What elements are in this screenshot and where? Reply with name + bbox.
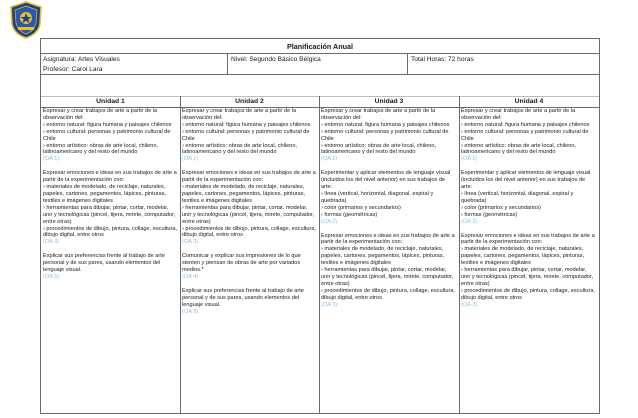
page-title: Planificación Anual xyxy=(286,42,354,51)
objective-block xyxy=(461,170,595,225)
objective-block xyxy=(43,170,177,246)
objective-text: Expresar emociones e ideas en sus trabajos de arte a partir de la experimentación con: › materiales de modelado, de reciclaje, naturales, papeles, cartones, pegamentos, lápices, pinturas, textiles e imágenes digitales › herramientas para dibujar, pintar, cortar, modelar, unir y tecnológicas (pincel, tijera, mirete, computador, entre otras) › procedimientos de dibujo, pintura, collage, escultura, dibujo digital, entre otros xyxy=(43,170,178,239)
school-crest-icon xyxy=(7,0,45,40)
block-gap xyxy=(321,226,455,233)
objective-text: Expresar y crear trabajos de arte a partir de la observación del: › entorno natural: figura humana y paisajes chilenos › entorno cultural: personas y patrimonio cultural de Chile › entorno artístico: obras de arte local, chileno, latinoamericano y del resto del mundo xyxy=(182,108,311,156)
divider xyxy=(459,96,460,414)
objective-block xyxy=(182,170,316,246)
hours-label: Total Horas: 72 horas xyxy=(411,56,474,63)
divider xyxy=(319,96,320,414)
objective-block xyxy=(461,233,595,309)
oa-code: (OA 3) xyxy=(321,301,338,308)
level-label: Nivel: Segundo Básico Bélgica xyxy=(231,56,321,63)
objective-text: Expresar y crear trabajos de arte a partir de la observación del: › entorno natural: figura humana y paisajes chilenos › entorno cultural: personas y patrimonio cultural de Chile › entorno artístico: obras de arte local, chileno, latinoamericano y del resto del mundo xyxy=(43,108,172,156)
unit-3-content xyxy=(321,108,455,308)
objective-block xyxy=(321,108,455,163)
objective-block xyxy=(182,253,316,281)
oa-code: (OA 1) xyxy=(43,156,60,163)
objective-text: Comunicar y explicar sus impresiones de lo que sienten y piensan de obras de arte por variados medios.* xyxy=(182,253,301,274)
oa-code: (OA 2) xyxy=(461,218,478,225)
unit-4-header: Unidad 4 xyxy=(514,98,544,105)
objective-block xyxy=(182,288,316,316)
oa-code: (OA 5) xyxy=(182,308,199,315)
oa-code: (OA 3) xyxy=(461,301,478,308)
objective-block xyxy=(461,108,595,163)
subject-label: Asignatura: Artes Visuales xyxy=(43,56,120,63)
objective-block xyxy=(321,233,455,309)
oa-code: (OA 3) xyxy=(182,239,199,246)
objective-text: Explicar sus preferencias frente al trabajo de arte personal y de sus pares, usando elementos del lenguaje visual. xyxy=(182,287,304,308)
block-gap xyxy=(182,281,316,288)
divider xyxy=(41,96,599,97)
oa-code: (OA 1) xyxy=(461,156,478,163)
objective-text: Expresar emociones e ideas en sus trabajos de arte a partir de la experimentación con: › materiales de modelado, de reciclaje, naturales, papeles, cartones, pegamentos, lápices, pinturas, textiles e imágenes digitales › herramientas para dibujar, pintar, cortar, modelar, unir y tecnológicas (pincel, tijera, mirete, computador, entre otras) › procedimientos de dibujo, pintura, collage, escultura, dibujo digital, entre otros xyxy=(182,170,317,239)
objective-block xyxy=(43,108,177,163)
block-gap xyxy=(461,163,595,170)
objective-text: Experimentar y aplicar elementos de lenguaje visual (incluidos los del nivel anterior) en sus trabajos de arte: › línea (vertical, horizontal, diagonal, espiral y quebrada) › color (primarios y secundarios) › formas (geométricas) xyxy=(321,170,451,218)
unit-1-content xyxy=(43,108,177,281)
header-band xyxy=(0,0,638,24)
unit-2-content xyxy=(182,108,316,315)
oa-code: (OA 4) xyxy=(182,273,199,280)
divider xyxy=(180,96,181,414)
objective-block xyxy=(182,108,316,163)
unit-4-content xyxy=(461,108,595,308)
block-gap xyxy=(461,226,595,233)
unit-2-header: Unidad 2 xyxy=(235,98,264,105)
block-gap xyxy=(182,246,316,253)
objective-block xyxy=(321,170,455,225)
objective-text: Explicar sus preferencias frente al trabajo de arte personal y de sus pares, usando elementos del lenguaje visual. xyxy=(43,253,165,274)
divider xyxy=(227,53,228,74)
oa-code: (OA 1) xyxy=(182,156,199,163)
objective-text: Expresar y crear trabajos de arte a partir de la observación del: › entorno natural: figura humana y paisajes chilenos › entorno cultural: personas y patrimonio cultural de Chile › entorno artístico: obras de arte local, chileno, latinoamericano y del resto del mundo xyxy=(461,108,590,156)
block-gap xyxy=(43,163,177,170)
block-gap xyxy=(182,163,316,170)
block-gap xyxy=(43,246,177,253)
divider xyxy=(41,53,599,54)
objective-text: Expresar emociones e ideas en sus trabajos de arte a partir de la experimentación con: › materiales de modelado, de reciclaje, naturales, papeles, cartones, pegamentos, lápices, pinturas, textiles e imágenes digitales › herramientas para dibujar, pintar, cortar, modelar, unir y tecnológicas (pincel, tijera, mirete, computador, entre otras) › procedimientos de dibujo, pintura, collage, escultura, dibujo digital, entre otros xyxy=(321,232,456,301)
divider xyxy=(41,74,599,75)
teacher-label: Profesor: Carol Lara xyxy=(43,66,103,73)
plan-table xyxy=(40,38,600,414)
oa-code: (OA 3) xyxy=(43,239,60,246)
objective-text: Expresar y crear trabajos de arte a partir de la observación del: › entorno natural: figura humana y paisajes chilenos › entorno cultural: personas y patrimonio cultural de Chile › entorno artístico: obras de arte local, chileno, latinoamericano y del resto del mundo xyxy=(321,108,450,156)
unit-1-header: Unidad 1 xyxy=(96,98,125,105)
oa-code: (OA 2) xyxy=(321,218,338,225)
unit-3-header: Unidad 3 xyxy=(374,98,404,105)
block-gap xyxy=(321,163,455,170)
objective-text: Expresar emociones e ideas en sus trabajos de arte a partir de la experimentación con: › materiales de modelado, de reciclaje, naturales, papeles, cartones, pegamentos, lápices, pinturas, textiles e imágenes digitales › herramientas para dibujar, pintar, cortar, modelar, unir y tecnológicas (pincel, tijera, mirete, computador, entre otras) › procedimientos de dibujo, pintura, collage, escultura, dibujo digital, entre otros xyxy=(461,232,596,301)
divider xyxy=(407,53,408,74)
oa-code: (OA 1) xyxy=(321,156,338,163)
objective-text: Experimentar y aplicar elementos de lenguaje visual (incluidos los del nivel anterior) en sus trabajos de arte: › línea (vertical, horizontal, diagonal, espiral y quebrada) › color (primarios y secundarios) › formas (geométricas) xyxy=(461,170,591,218)
oa-code: (OA 5) xyxy=(43,273,60,280)
objective-block xyxy=(43,253,177,281)
